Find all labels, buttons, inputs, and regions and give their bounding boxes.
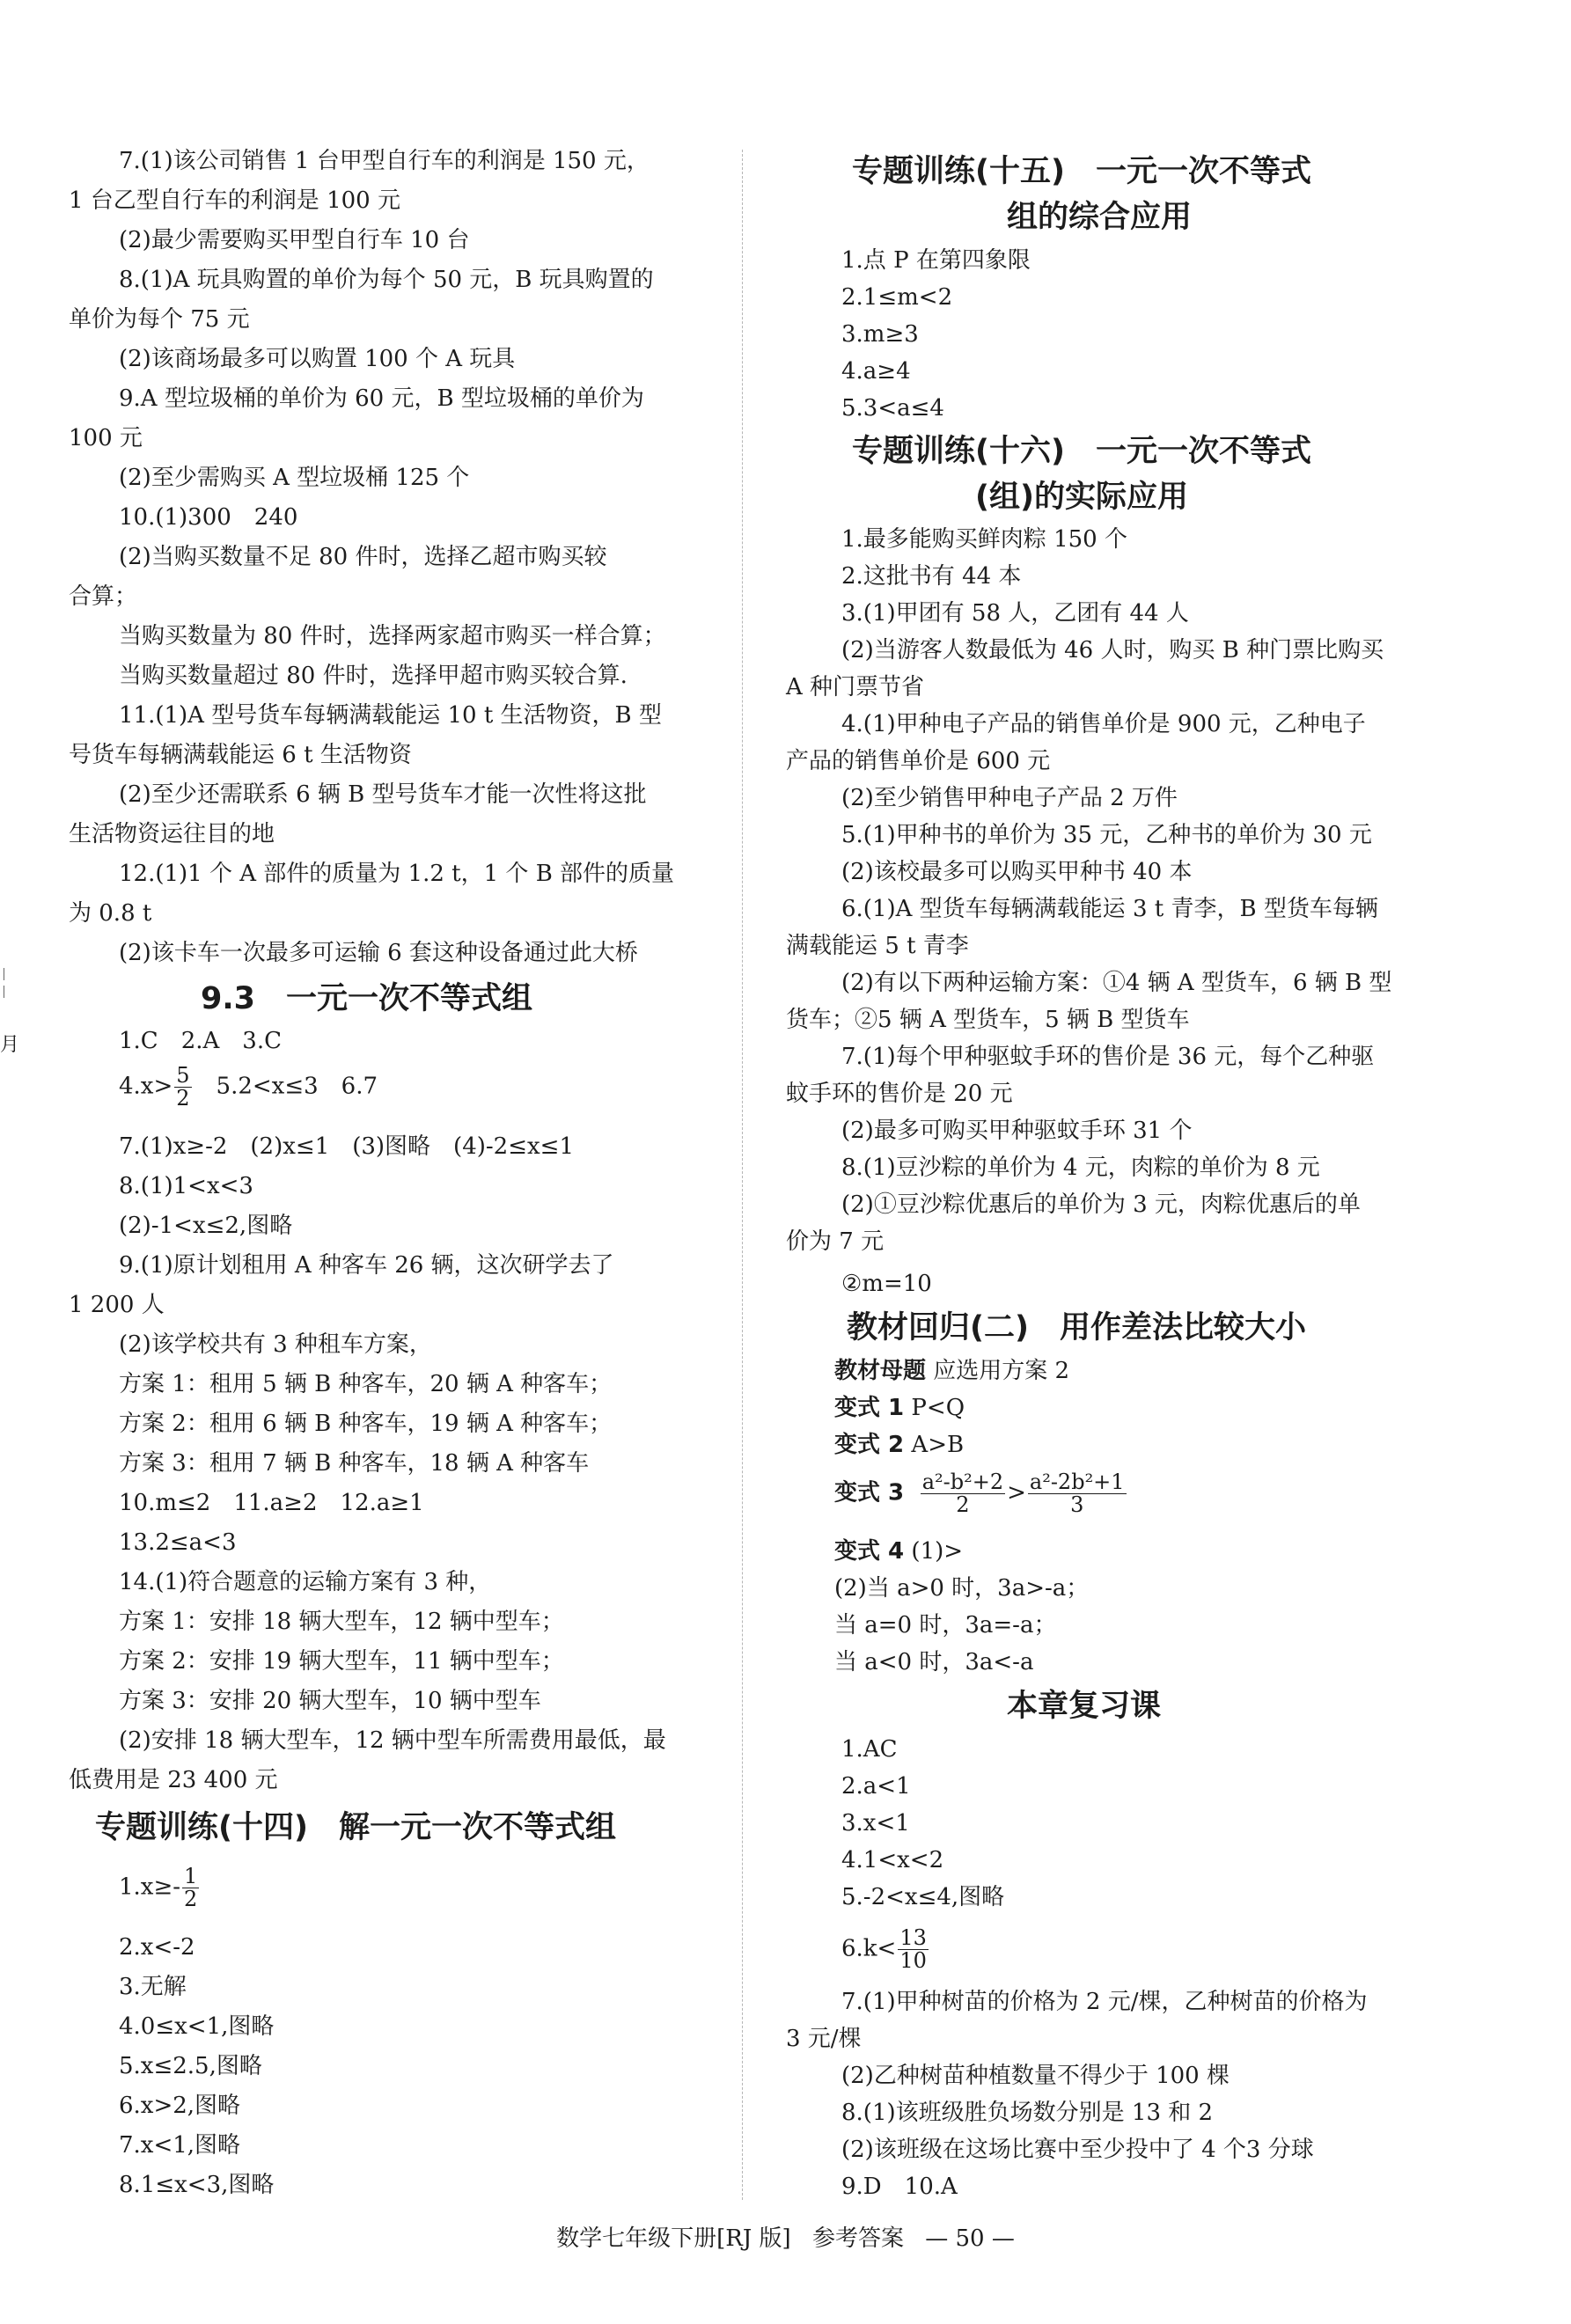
fraction-numerator: a²-b²+2	[921, 1470, 1004, 1494]
answer-line: 7.(1)该公司销售 1 台甲型自行车的利润是 150 元，	[119, 148, 650, 174]
variant-label: 变式 4	[834, 1538, 905, 1565]
variant-answer: P<Q	[911, 1395, 965, 1421]
answer-line: 2.x<-2	[119, 1934, 195, 1961]
variant-label: 变式 2	[834, 1432, 905, 1458]
answer-line: 5.3<a≤4	[841, 395, 944, 422]
answer-line: (2)有以下两种运输方案：①4 辆 A 型货车，6 辆 B 型	[841, 970, 1392, 996]
variant-label: 教材母题	[834, 1358, 927, 1384]
fraction	[174, 1065, 191, 1110]
fraction	[898, 1927, 929, 1972]
answer-line: 1 200 人	[69, 1292, 165, 1318]
variant-line	[834, 1540, 963, 1563]
answer-line: 7.(1)x≥-2 (2)x≤1 (3)图略 (4)-2≤x≤1	[119, 1133, 574, 1160]
answer-line: 方案 2：租用 6 辆 B 种客车，19 辆 A 种客车；	[119, 1411, 613, 1437]
variant-answer: 应选用方案 2	[933, 1358, 1070, 1384]
section-heading-topic-15: 专题训练(十五) 一元一次不等式	[852, 154, 1311, 189]
answer-line: (2)最少需要购买甲型自行车 10 台	[119, 227, 470, 253]
section-heading-topic-16-cont: (组)的实际应用	[975, 480, 1188, 515]
page-number: — 50 —	[925, 2225, 1015, 2252]
answer-line: 100 元	[69, 425, 143, 451]
answer-line-with-fraction	[119, 1866, 201, 1910]
answer-line: (2)该学校共有 3 种租车方案，	[119, 1331, 432, 1358]
variant-label: 变式 3	[834, 1479, 905, 1507]
section-heading-topic-14: 专题训练(十四) 解一元一次不等式组	[95, 1810, 616, 1845]
variant-line	[834, 1433, 964, 1456]
fraction-denominator: 10	[899, 1948, 927, 1974]
answer-line: 10.m≤2 11.a≥2 12.a≥1	[119, 1490, 424, 1516]
answer-line: 低费用是 23 400 元	[69, 1767, 278, 1793]
section-heading-topic-16: 专题训练(十六) 一元一次不等式	[852, 434, 1311, 469]
answer-line: (2)至少需购买 A 型垃圾桶 125 个	[119, 465, 470, 491]
answer-line: ②m=10	[841, 1271, 932, 1297]
footer-answers-label: 参考答案	[811, 2225, 904, 2252]
answer-line: 方案 2：安排 19 辆大型车，11 辆中型车；	[119, 1648, 564, 1675]
answer-line: 3.无解	[119, 1974, 187, 2000]
answer-line: (2)当 a>0 时，3a>-a；	[834, 1575, 1090, 1602]
answer-line: 7.x<1,图略	[119, 2132, 241, 2159]
answer-line: (2)该班级在这场比赛中至少投中了 4 个3 分球	[841, 2137, 1314, 2163]
answer-text: 1.x≥-	[119, 1873, 181, 1901]
answer-line: (2)-1<x≤2,图略	[119, 1213, 293, 1239]
answer-line: (2)该卡车一次最多可运输 6 套这种设备通过此大桥	[119, 940, 638, 966]
answer-line: 单价为每个 75 元	[69, 306, 250, 333]
answer-line: 号货车每辆满载能运 6 t 生活物资	[69, 742, 412, 768]
answer-line: 为 0.8 t	[69, 900, 152, 927]
answer-line: 8.(1)1<x<3	[119, 1173, 253, 1199]
fraction-numerator: 5	[176, 1063, 190, 1088]
answer-line: A 种门票节省	[786, 674, 925, 700]
variant-answer: (1)>	[911, 1538, 964, 1565]
fraction-denominator: 3	[1070, 1492, 1084, 1518]
answer-line: 3.x<1	[841, 1810, 910, 1836]
variant-line	[834, 1471, 1128, 1516]
answer-line: 3 元/棵	[786, 2026, 862, 2052]
answer-line: 7.(1)甲种树苗的价格为 2 元/棵，乙种树苗的价格为	[841, 1989, 1368, 2015]
answer-line: (2)当购买数量不足 80 件时，选择乙超市购买较	[119, 544, 607, 570]
answer-line: 7.(1)每个甲种驱蚊手环的售价是 36 元，每个乙种驱	[841, 1044, 1375, 1070]
fraction-denominator: 2	[176, 1086, 190, 1111]
answer-line: 4.a≥4	[841, 358, 911, 385]
answer-line: 方案 3：租用 7 辆 B 种客车，18 辆 A 种客车	[119, 1450, 590, 1477]
answer-line: 当 a=0 时，3a=-a；	[834, 1612, 1057, 1639]
answer-line: 当 a<0 时，3a<-a	[834, 1649, 1034, 1675]
answer-line: 5.-2<x≤4,图略	[841, 1884, 1005, 1910]
answer-line: 4.1<x<2	[841, 1847, 944, 1873]
fraction	[182, 1866, 199, 1910]
answer-line: 9.A 型垃圾桶的单价为 60 元，B 型垃圾桶的单价为	[119, 385, 644, 412]
answer-line: 蚊手环的售价是 20 元	[786, 1081, 1013, 1107]
answer-line: (2)该商场最多可以购置 100 个 A 玩具	[119, 346, 516, 372]
answer-text: 4.x>	[119, 1073, 173, 1100]
page-edge-mark	[0, 950, 20, 1091]
answer-line: 1.点 P 在第四象限	[841, 247, 1031, 274]
answer-line: 产品的销售单价是 600 元	[786, 748, 1051, 774]
answer-line: 9.(1)原计划租用 A 种客车 26 辆，这次研学去了	[119, 1252, 614, 1279]
variant-line	[834, 1397, 965, 1419]
answer-line: 8.(1)豆沙粽的单价为 4 元，肉粽的单价为 8 元	[841, 1155, 1320, 1181]
answer-line: 1.AC	[841, 1736, 898, 1763]
answer-line: (2)至少销售甲种电子产品 2 万件	[841, 785, 1178, 811]
answer-line: 3.(1)甲团有 58 人，乙团有 44 人	[841, 600, 1189, 627]
answer-line: 1.最多能购买鲜肉粽 150 个	[841, 526, 1127, 553]
variant-answer: A>B	[911, 1432, 965, 1458]
answer-line: 1.C 2.A 3.C	[119, 1028, 282, 1054]
answer-line: 8.1≤x<3,图略	[119, 2172, 275, 2198]
answer-line: (2)乙种树苗种植数量不得少于 100 棵	[841, 2063, 1230, 2089]
answer-line: (2)最多可购买甲种驱蚊手环 31 个	[841, 1118, 1193, 1144]
answer-line: 3.m≥3	[841, 321, 919, 348]
answer-line: (2)①豆沙粽优惠后的单价为 3 元，肉粽优惠后的单	[841, 1191, 1361, 1218]
answer-line: (2)该校最多可以购买甲种书 40 本	[841, 859, 1193, 885]
answer-line-with-fraction	[119, 1065, 378, 1110]
fraction-numerator: 1	[184, 1864, 198, 1888]
variant-label: 变式 1	[834, 1395, 905, 1421]
answer-line: 货车；②5 辆 A 型货车，5 辆 B 型货车	[786, 1007, 1190, 1033]
fraction-denominator: 2	[184, 1887, 198, 1912]
answer-line: 2.1≤m<2	[841, 284, 953, 311]
answer-line: 当购买数量超过 80 件时，选择甲超市购买较合算.	[119, 663, 628, 689]
page-footer	[0, 2220, 1571, 2253]
answer-text: 6.k<	[841, 1935, 897, 1962]
answer-line: 方案 3：安排 20 辆大型车，10 辆中型车	[119, 1688, 541, 1714]
section-heading-chapter-review: 本章复习课	[1007, 1689, 1162, 1724]
answer-line: 1 台乙型自行车的利润是 100 元	[69, 187, 400, 214]
section-heading-9-3: 9.3 一元一次不等式组	[201, 981, 533, 1016]
column-divider	[742, 150, 743, 2200]
answer-line: 13.2≤a<3	[119, 1529, 237, 1556]
section-heading-topic-15-cont: 组的综合应用	[1007, 200, 1193, 235]
answer-line: 2.这批书有 44 本	[841, 563, 1022, 590]
answer-line: 5.(1)甲种书的单价为 35 元，乙种书的单价为 30 元	[841, 822, 1372, 848]
answer-text: 5.2<x≤3 6.7	[193, 1073, 378, 1100]
fraction	[921, 1471, 1005, 1516]
fraction-numerator: 13	[899, 1925, 927, 1950]
answer-line: 方案 1：安排 18 辆大型车，12 辆中型车；	[119, 1609, 564, 1635]
answer-line: 2.a<1	[841, 1773, 911, 1800]
answer-line: 满载能运 5 t 青李	[786, 933, 969, 959]
answer-line: (2)至少还需联系 6 辆 B 型号货车才能一次性将这批	[119, 781, 647, 808]
fraction	[1028, 1471, 1127, 1516]
section-heading-textbook-review: 教材回归(二) 用作差法比较大小	[847, 1310, 1306, 1345]
answer-line: 价为 7 元	[786, 1228, 885, 1255]
answer-line: 6.x>2,图略	[119, 2093, 241, 2119]
answer-line: 11.(1)A 型号货车每辆满载能运 10 t 生活物资，B 型	[119, 702, 662, 729]
answer-line: (2)安排 18 辆大型车，12 辆中型车所需费用最低，最	[119, 1727, 666, 1754]
answer-line: 10.(1)300 240	[119, 504, 298, 531]
answer-line: 生活物资运往目的地	[69, 821, 275, 847]
answer-line: 4.(1)甲种电子产品的销售单价是 900 元，乙种电子	[841, 711, 1366, 737]
answer-line: 12.(1)1 个 A 部件的质量为 1.2 t，1 个 B 部件的质量	[119, 861, 675, 887]
edge-glyph: 月	[0, 1033, 20, 1055]
answer-line: 6.(1)A 型货车每辆满载能运 3 t 青李，B 型货车每辆	[841, 896, 1378, 922]
answer-line: (2)当游客人数最低为 46 人时，购买 B 种门票比购买	[841, 637, 1384, 663]
answer-line: 9.D 10.A	[841, 2174, 958, 2200]
comparison-operator: >	[1007, 1479, 1026, 1507]
fraction-numerator: a²-2b²+1	[1029, 1470, 1125, 1494]
answer-line: 5.x≤2.5,图略	[119, 2053, 262, 2079]
variant-line	[834, 1360, 1069, 1382]
answer-line: 当购买数量为 80 件时，选择两家超市购买一样合算；	[119, 623, 666, 649]
answer-line: 合算；	[69, 583, 138, 610]
answer-line: 14.(1)符合题意的运输方案有 3 种，	[119, 1569, 492, 1595]
fraction-denominator: 2	[956, 1492, 970, 1518]
footer-book-title: 数学七年级下册[RJ 版]	[556, 2225, 791, 2252]
answer-line-with-fraction	[841, 1927, 930, 1972]
answer-line: 4.0≤x<1,图略	[119, 2013, 275, 2040]
answer-line: 8.(1)该班级胜负场数分别是 13 和 2	[841, 2100, 1214, 2126]
answer-line: 方案 1：租用 5 辆 B 种客车，20 辆 A 种客车；	[119, 1371, 613, 1397]
answer-line: 8.(1)A 玩具购置的单价为每个 50 元，B 玩具购置的	[119, 267, 654, 293]
